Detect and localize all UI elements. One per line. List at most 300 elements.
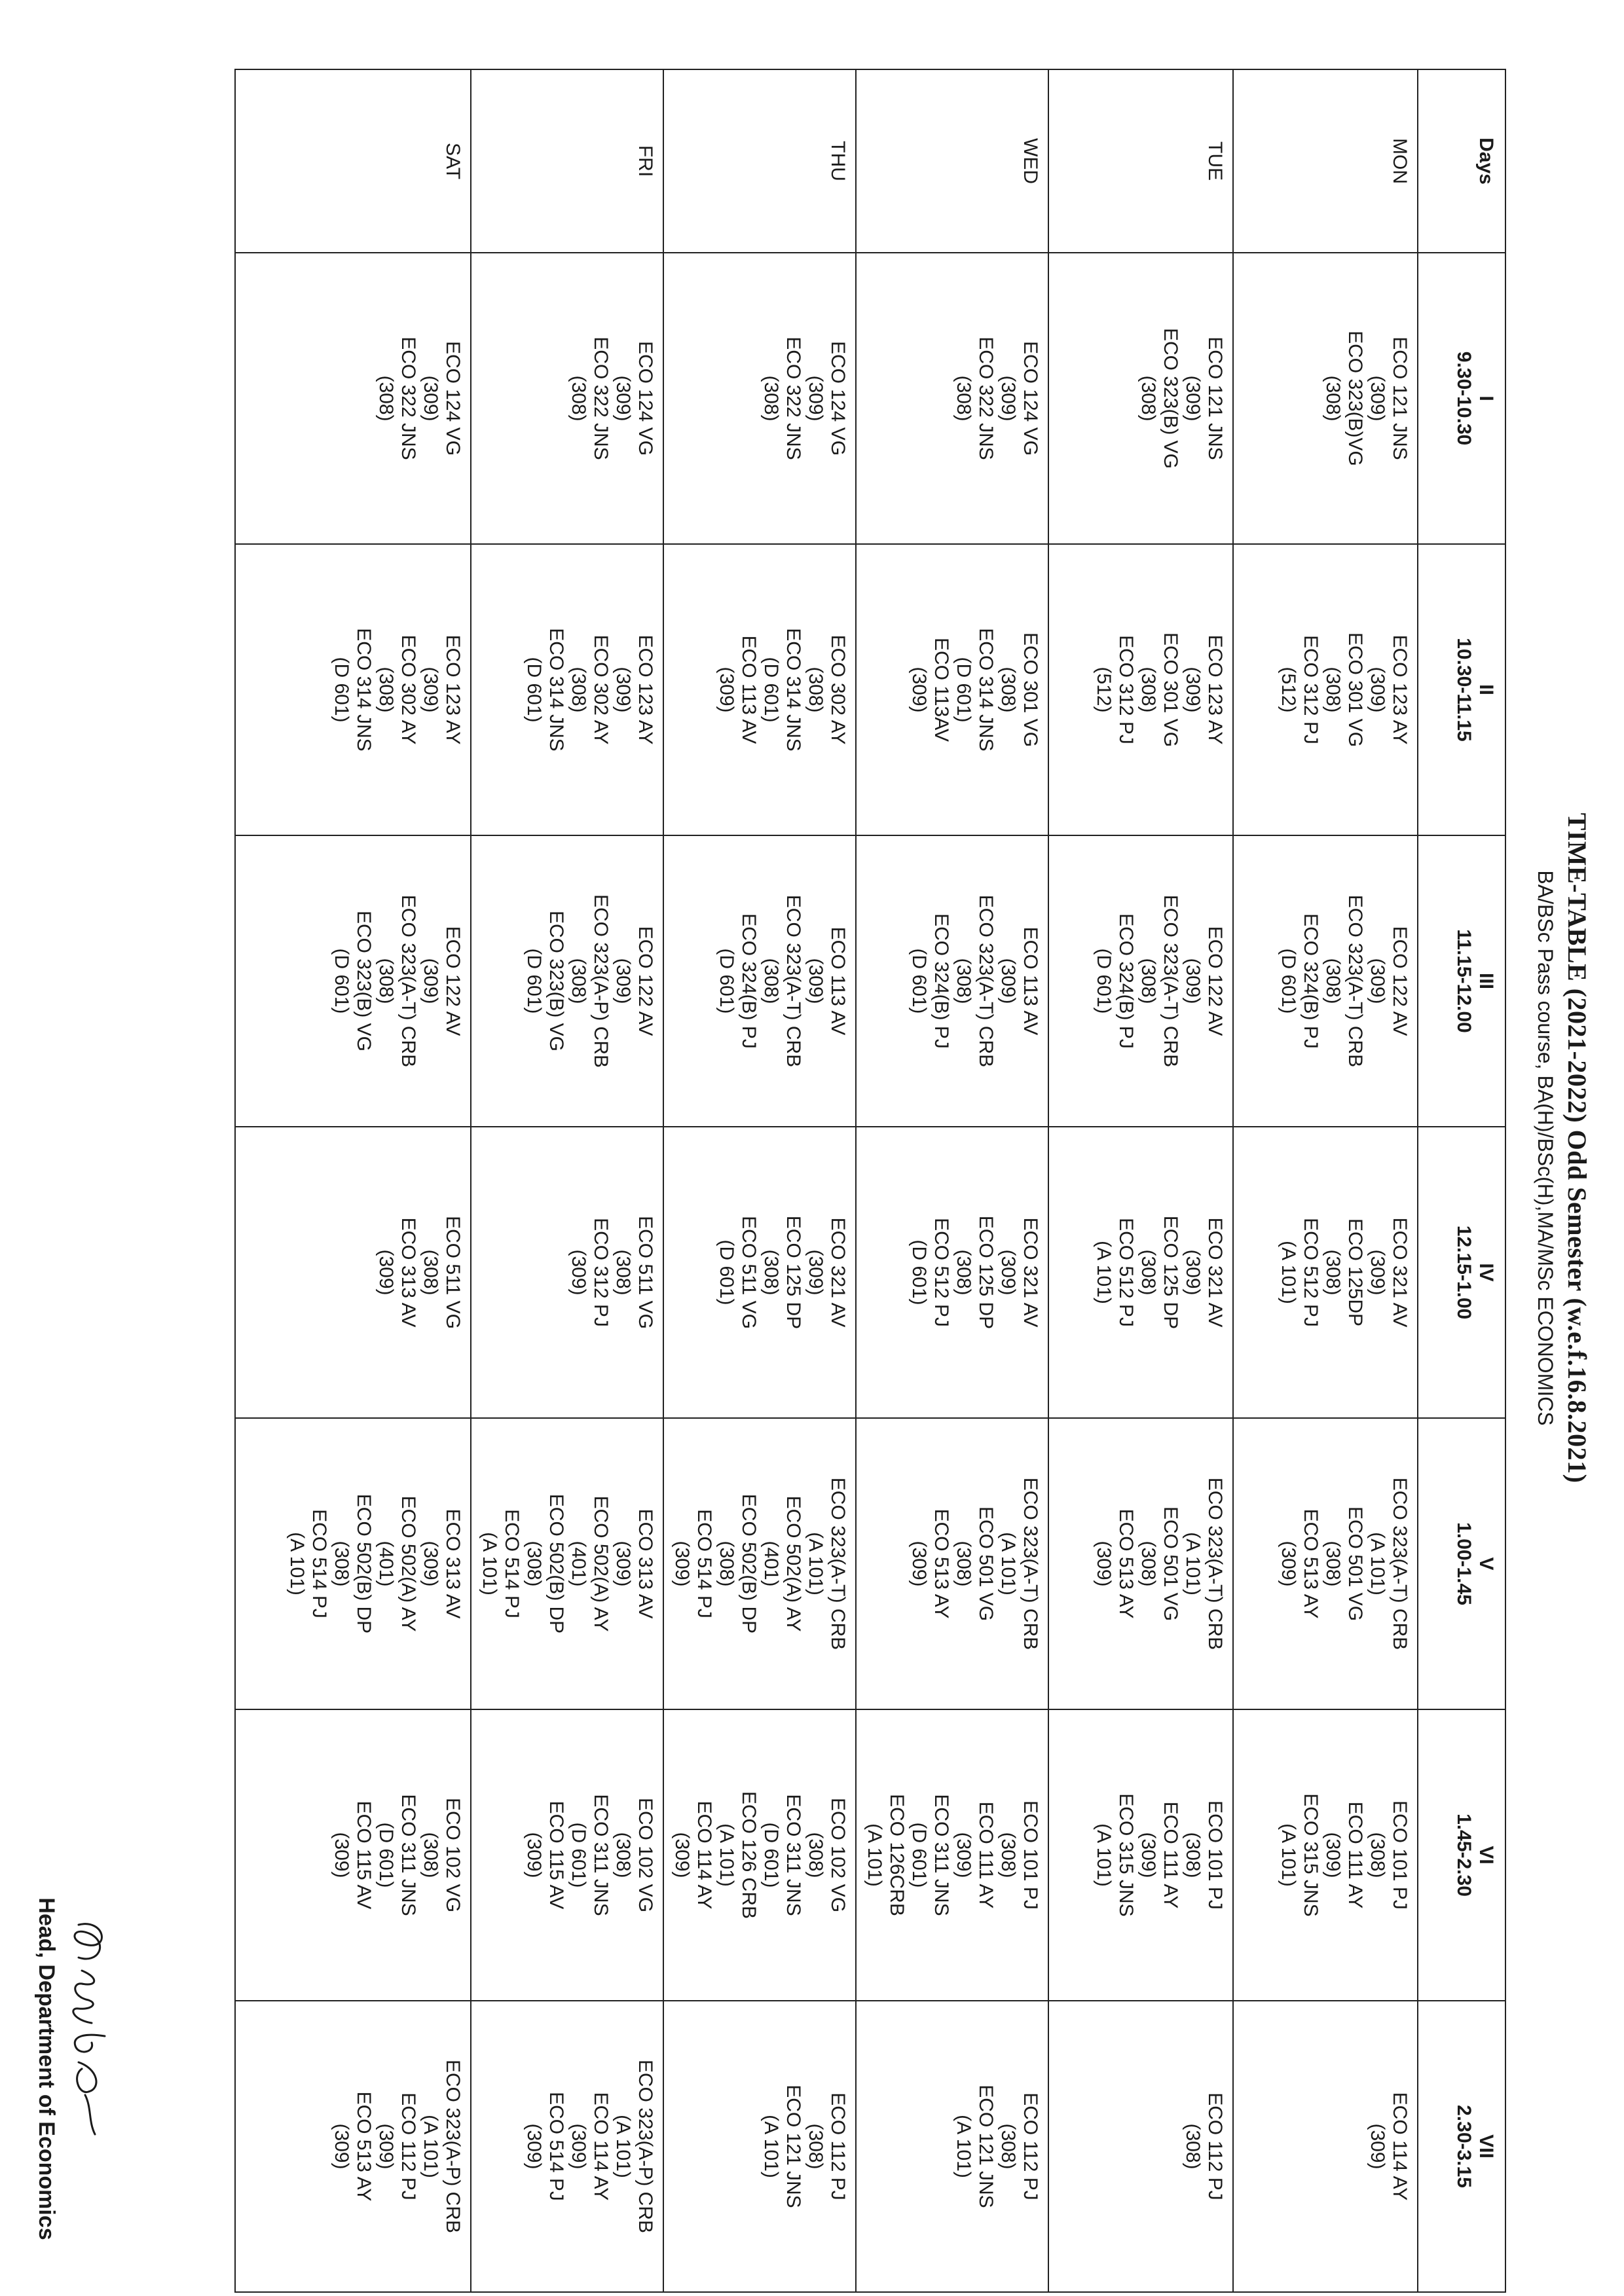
room-number: (308) <box>420 1832 441 1878</box>
period-cell <box>235 2001 471 2292</box>
room-number: (309) <box>805 1249 826 1296</box>
course-entry: ECO 121 JNS <box>1204 337 1226 460</box>
period-cell <box>663 835 856 1127</box>
page-subtitle: BA/BSc Pass course, BA(H)/BSc(H),MA/MSc ECONOMICS <box>1534 870 1557 1426</box>
period-cell <box>856 1418 1048 1709</box>
period-time: 10.30-11.15 <box>1453 638 1475 742</box>
course-entry: ECO 322 JNS <box>783 337 804 460</box>
room-number: (308) <box>1322 958 1344 1004</box>
room-number: (D 601) <box>953 657 974 723</box>
room-number: (308) <box>1367 1832 1388 1878</box>
course-entry: ECO 513 AY <box>931 1508 952 1619</box>
course-entry: ECO 314 JNS <box>545 628 567 752</box>
course-entry: ECO 122 AV <box>635 926 656 1036</box>
room-number: (309) <box>375 1249 397 1296</box>
room-number: (A 101) <box>286 1532 308 1595</box>
room-number: (308) <box>716 1540 737 1587</box>
room-number: (D 601) <box>908 1822 930 1888</box>
room-number: (308) <box>805 1832 826 1878</box>
days-header: Days <box>1418 69 1505 253</box>
period-time: 12.15-1.00 <box>1453 1225 1475 1320</box>
room-number: (512) <box>1278 666 1299 713</box>
room-number: (309) <box>568 2123 589 2170</box>
room-number: (512) <box>1093 666 1115 713</box>
period-cell <box>471 1418 663 1709</box>
course-entry: ECO 311 JNS <box>590 1794 612 1916</box>
course-entry: ECO 114 AY <box>1389 2092 1411 2201</box>
course-entry: ECO 115 AV <box>545 1800 567 1910</box>
course-entry: ECO 321 AV <box>1204 1217 1226 1328</box>
day-cell: MON <box>1233 69 1418 253</box>
period-label: II <box>1475 684 1497 695</box>
course-entry: ECO 323(A-T) CRB <box>1020 1477 1041 1650</box>
course-entry: ECO 513 AY <box>1300 1508 1321 1619</box>
period-cell <box>1048 2001 1233 2292</box>
course-entry: ECO 514 PJ <box>501 1509 523 1618</box>
course-entry: ECO 323(B) VG <box>353 910 375 1052</box>
period-time: 2.30-3.15 <box>1453 2105 1475 2188</box>
room-number: (A 101) <box>420 2115 441 2178</box>
period-cell <box>1233 1709 1418 2001</box>
period-header <box>1418 1709 1505 2001</box>
room-number: (308) <box>760 1249 782 1296</box>
course-entry: ECO 323(A-T) CRB <box>827 1477 849 1650</box>
period-cell <box>235 835 471 1127</box>
course-entry: ECO 511 VG <box>442 1216 464 1329</box>
period-time: 1.00-1.45 <box>1453 1522 1475 1605</box>
room-number: (309) <box>375 2123 397 2170</box>
room-number: (D 601) <box>908 948 930 1014</box>
room-number: (309) <box>568 1249 589 1296</box>
room-number: (309) <box>908 1540 930 1587</box>
room-number: (D 601) <box>716 1239 737 1305</box>
course-entry: ECO 112 PJ <box>397 2092 419 2200</box>
room-number: (309) <box>953 1832 974 1878</box>
course-entry: ECO 321 AV <box>1020 1217 1041 1328</box>
period-cell <box>1233 2001 1418 2292</box>
course-entry: ECO 122 AV <box>1204 926 1226 1036</box>
course-entry: ECO 502(B) DP <box>545 1493 567 1634</box>
course-entry: ECO 122 AV <box>442 926 464 1036</box>
room-number: (D 601) <box>760 1822 782 1888</box>
course-entry: ECO 323(B) VG <box>545 910 567 1052</box>
room-number: (A 101) <box>953 2115 974 2178</box>
room-number: (A 101) <box>1093 1823 1115 1887</box>
room-number: (309) <box>331 2123 352 2170</box>
course-entry: ECO 111 AY <box>1160 1801 1181 1909</box>
room-number: (D 601) <box>760 657 782 723</box>
room-number: (309) <box>612 666 634 713</box>
table-row <box>1048 69 1233 2292</box>
course-entry: ECO 113 AV <box>738 635 760 744</box>
course-entry: ECO 323(A-T) CRB <box>783 894 804 1068</box>
period-cell <box>856 544 1048 835</box>
room-number: (308) <box>568 666 589 713</box>
course-entry: ECO 111 AY <box>975 1801 997 1909</box>
period-label: IV <box>1475 1263 1497 1282</box>
room-number: (308) <box>953 375 974 422</box>
course-entry: ECO 323(A-P) CRB <box>442 2059 464 2234</box>
course-entry: ECO 512 PJ <box>931 1218 952 1327</box>
course-entry: ECO 322 JNS <box>975 337 997 460</box>
room-number: (308) <box>805 666 826 713</box>
course-entry: ECO 114 AY <box>693 1800 715 1910</box>
room-number: (309) <box>420 375 441 422</box>
room-number: (309) <box>997 958 1019 1004</box>
course-entry: ECO 512 PJ <box>1115 1218 1137 1327</box>
table-row <box>235 69 471 2292</box>
day-cell: THU <box>663 69 856 253</box>
room-number: (308) <box>612 1249 634 1296</box>
course-entry: ECO 323(A-P) CRB <box>635 2059 656 2234</box>
period-cell <box>663 1418 856 1709</box>
period-cell <box>1233 544 1418 835</box>
course-entry: ECO 101 PJ <box>1020 1800 1041 1910</box>
period-cell <box>1048 1418 1233 1709</box>
period-cell <box>856 1709 1048 2001</box>
table-row <box>856 69 1048 2292</box>
day-cell: SAT <box>235 69 471 253</box>
room-number: (308) <box>997 2123 1019 2170</box>
room-number: (A 101) <box>716 1823 737 1887</box>
course-entry: ECO 321 AV <box>1389 1217 1411 1328</box>
period-cell <box>1048 1709 1233 2001</box>
course-entry: ECO 113AV <box>931 638 952 742</box>
period-header <box>1418 2001 1505 2292</box>
course-entry: ECO 102 VG <box>442 1797 464 1913</box>
period-cell <box>1048 1127 1233 1418</box>
period-cell <box>663 2001 856 2292</box>
room-number: (308) <box>953 958 974 1004</box>
room-number: (309) <box>997 1249 1019 1296</box>
room-number: (308) <box>523 1540 545 1587</box>
room-number: (A 101) <box>1278 1823 1299 1887</box>
course-entry: ECO 126 CRB <box>738 1791 760 1920</box>
course-entry: ECO 501 VG <box>1344 1506 1366 1622</box>
room-number: (308) <box>1137 1249 1159 1296</box>
course-entry: ECO 312 PJ <box>590 1218 612 1327</box>
room-number: (308) <box>375 666 397 713</box>
room-number: (309) <box>1182 666 1204 713</box>
course-entry: ECO 121 JNS <box>1389 337 1411 460</box>
period-cell <box>235 253 471 544</box>
course-entry: ECO 314 JNS <box>783 628 804 752</box>
room-number: (308) <box>1322 1249 1344 1296</box>
room-number: (308) <box>1322 1540 1344 1587</box>
course-entry: ECO 501 VG <box>975 1506 997 1622</box>
room-number: (309) <box>1182 1249 1204 1296</box>
room-number: (A 101) <box>997 1532 1019 1595</box>
course-entry: ECO 313 AV <box>442 1508 464 1619</box>
period-label: VI <box>1475 1846 1497 1865</box>
course-entry: ECO 113 AV <box>827 926 849 1036</box>
room-number: (309) <box>805 375 826 422</box>
course-entry: ECO 311 JNS <box>783 1794 804 1916</box>
period-cell <box>663 253 856 544</box>
course-entry: ECO 513 AY <box>353 2091 375 2202</box>
course-entry: ECO 315 JNS <box>1300 1793 1321 1917</box>
room-number: (D 601) <box>568 1822 589 1888</box>
course-entry: ECO 112 PJ <box>1020 2092 1041 2200</box>
course-entry: ECO 123 AY <box>1204 634 1226 745</box>
period-cell <box>235 1418 471 1709</box>
period-cell <box>856 2001 1048 2292</box>
room-number: (308) <box>1137 958 1159 1004</box>
course-entry: ECO 511 VG <box>635 1216 656 1329</box>
course-entry: ECO 322 JNS <box>397 337 419 460</box>
course-entry: ECO 121 JNS <box>783 2085 804 2208</box>
course-entry: ECO 126CRB <box>886 1794 908 1916</box>
period-header <box>1418 835 1505 1127</box>
room-number: (308) <box>420 1249 441 1296</box>
period-time: 9.30-10.30 <box>1453 351 1475 446</box>
room-number: (401) <box>375 1540 397 1587</box>
course-entry: ECO 102 VG <box>827 1797 849 1913</box>
course-entry: ECO 323(A-P) CRB <box>590 894 612 1068</box>
room-number: (D 601) <box>331 657 352 723</box>
room-number: (309) <box>420 958 441 1004</box>
course-entry: ECO 125 DP <box>783 1215 804 1330</box>
room-number: (308) <box>997 1832 1019 1878</box>
course-entry: ECO 112 PJ <box>827 2092 849 2200</box>
period-cell <box>1048 544 1233 835</box>
period-label: I <box>1475 395 1497 401</box>
course-entry: ECO 123 AY <box>1389 634 1411 745</box>
period-cell <box>1233 253 1418 544</box>
course-entry: ECO 511 VG <box>738 1216 760 1329</box>
room-number: (309) <box>908 666 930 713</box>
course-entry: ECO 514 PJ <box>545 2092 567 2201</box>
room-number: (A 101) <box>1093 1241 1115 1304</box>
course-entry: ECO 502(B) DP <box>353 1493 375 1634</box>
room-number: (309) <box>1367 375 1388 422</box>
course-entry: ECO 502(A) AY <box>397 1495 419 1632</box>
table-row <box>471 69 663 2292</box>
room-number: (309) <box>420 666 441 713</box>
room-number: (309) <box>997 375 1019 422</box>
course-entry: ECO 512 PJ <box>1300 1218 1321 1327</box>
period-cell <box>471 2001 663 2292</box>
period-cell <box>1233 1418 1418 1709</box>
room-number: (A 101) <box>805 1532 826 1595</box>
course-entry: ECO 323(B)VG <box>1344 331 1366 466</box>
course-entry: ECO 323(A-T) CRB <box>1389 1477 1411 1650</box>
room-number: (D 601) <box>523 948 545 1014</box>
room-number: (309) <box>671 1540 693 1587</box>
signature-caption: Head, Department of Economics <box>34 1897 59 2240</box>
room-number: (309) <box>612 1540 634 1587</box>
course-entry: ECO 301 VG <box>1020 632 1041 748</box>
course-entry: ECO 502(B) DP <box>738 1493 760 1634</box>
course-entry: ECO 115 AV <box>353 1800 375 1910</box>
day-cell: WED <box>856 69 1048 253</box>
room-number: (308) <box>805 2123 826 2170</box>
course-entry: ECO 125 DP <box>975 1215 997 1330</box>
period-header <box>1418 1418 1505 1709</box>
room-number: (401) <box>760 1540 782 1587</box>
handwritten-signature <box>59 1912 118 2147</box>
period-cell <box>663 1709 856 2001</box>
course-entry: ECO 324(B) PJ <box>1300 913 1321 1049</box>
room-number: (D 601) <box>1278 948 1299 1014</box>
course-entry: ECO 324(B) PJ <box>1115 913 1137 1049</box>
course-entry: ECO 323(B) VG <box>1160 327 1181 469</box>
header-row <box>1418 69 1505 2292</box>
room-number: (A 101) <box>1182 1532 1204 1595</box>
room-number: (309) <box>1182 375 1204 422</box>
room-number: (309) <box>523 1832 545 1878</box>
room-number: (308) <box>375 958 397 1004</box>
room-number: (308) <box>997 666 1019 713</box>
room-number: (309) <box>612 375 634 422</box>
period-time: 11.15-12.00 <box>1453 929 1475 1033</box>
period-cell <box>471 835 663 1127</box>
room-number: (308) <box>568 375 589 422</box>
room-number: (309) <box>1093 1540 1115 1587</box>
room-number: (309) <box>1182 958 1204 1004</box>
course-entry: ECO 113 AV <box>1020 926 1041 1036</box>
timetable-grid <box>234 69 1506 2293</box>
room-number: (308) <box>1137 1540 1159 1587</box>
course-entry: ECO 314 JNS <box>353 628 375 752</box>
course-entry: ECO 323(A-T) CRB <box>397 894 419 1068</box>
course-entry: ECO 501 VG <box>1160 1506 1181 1622</box>
course-entry: ECO 125DP <box>1344 1218 1366 1327</box>
page-title: TIME-TABLE (2021-2022) Odd Semester (w.e.f.16.8.2021) <box>1562 812 1592 1484</box>
course-entry: ECO 313 AV <box>397 1217 419 1328</box>
course-entry: ECO 124 VG <box>442 340 464 456</box>
course-entry: ECO 321 AV <box>827 1217 849 1328</box>
course-entry: ECO 311 JNS <box>397 1794 419 1916</box>
course-entry: ECO 101 PJ <box>1204 1800 1226 1910</box>
room-number: (309) <box>1367 958 1388 1004</box>
table-row <box>1233 69 1418 2292</box>
room-number: (308) <box>1182 1832 1204 1878</box>
course-entry: ECO 301 VG <box>1344 632 1366 748</box>
room-number: (309) <box>1367 666 1388 713</box>
table-row <box>663 69 856 2292</box>
course-entry: ECO 114 AY <box>590 2092 612 2201</box>
room-number: (308) <box>1182 2123 1204 2170</box>
period-cell <box>471 1709 663 2001</box>
room-number: (D 601) <box>908 1239 930 1305</box>
day-cell: FRI <box>471 69 663 253</box>
period-cell <box>471 1127 663 1418</box>
room-number: (308) <box>760 958 782 1004</box>
period-cell <box>1233 835 1418 1127</box>
room-number: (D 601) <box>716 948 737 1014</box>
room-number: (308) <box>953 1540 974 1587</box>
room-number: (D 601) <box>375 1822 397 1888</box>
course-entry: ECO 324(B) PJ <box>738 913 760 1049</box>
period-cell <box>1048 835 1233 1127</box>
room-number: (309) <box>671 1832 693 1878</box>
room-number: (308) <box>1137 375 1159 422</box>
course-entry: ECO 124 VG <box>827 340 849 456</box>
period-cell <box>471 544 663 835</box>
room-number: (309) <box>716 666 737 713</box>
course-entry: ECO 312 PJ <box>1300 635 1321 744</box>
course-entry: ECO 124 VG <box>635 340 656 456</box>
period-label: VII <box>1475 2134 1497 2159</box>
room-number: (309) <box>1137 1832 1159 1878</box>
period-label: V <box>1475 1557 1497 1571</box>
period-cell <box>471 253 663 544</box>
course-entry: ECO 101 PJ <box>1389 1800 1411 1910</box>
course-entry: ECO 513 AY <box>1115 1508 1137 1619</box>
period-time: 1.45-2.30 <box>1453 1813 1475 1897</box>
course-entry: ECO 302 AY <box>590 634 612 745</box>
period-cell <box>1233 1127 1418 1418</box>
period-header <box>1418 544 1505 835</box>
room-number: (309) <box>1322 1832 1344 1878</box>
course-entry: ECO 313 AV <box>635 1508 656 1619</box>
room-number: (308) <box>953 1249 974 1296</box>
room-number: (308) <box>1137 666 1159 713</box>
room-number: (A 101) <box>864 1823 885 1887</box>
course-entry: ECO 311 JNS <box>931 1794 952 1916</box>
course-entry: ECO 111 AY <box>1344 1801 1366 1909</box>
room-number: (309) <box>1278 1540 1299 1587</box>
room-number: (309) <box>1367 1249 1388 1296</box>
room-number: (A 101) <box>479 1532 500 1595</box>
room-number: (309) <box>523 2123 545 2170</box>
course-entry: ECO 314 JNS <box>975 628 997 752</box>
room-number: (A 101) <box>1367 1532 1388 1595</box>
room-number: (309) <box>420 1540 441 1587</box>
course-entry: ECO 324(B) PJ <box>931 913 952 1049</box>
course-entry: ECO 322 JNS <box>590 337 612 460</box>
period-header <box>1418 253 1505 544</box>
day-cell: TUE <box>1048 69 1233 253</box>
course-entry: ECO 102 VG <box>635 1797 656 1913</box>
period-cell <box>856 1127 1048 1418</box>
period-label: III <box>1475 972 1497 989</box>
course-entry: ECO 323(A-T) CRB <box>1204 1477 1226 1650</box>
course-entry: ECO 502(A) AY <box>783 1495 804 1632</box>
room-number: (308) <box>612 1832 634 1878</box>
signature-stroke <box>73 1924 105 2134</box>
course-entry: ECO 124 VG <box>1020 340 1041 456</box>
period-header <box>1418 1127 1505 1418</box>
course-entry: ECO 123 AY <box>442 634 464 745</box>
timetable-body <box>235 69 1418 2292</box>
room-number: (308) <box>1322 375 1344 422</box>
room-number: (401) <box>568 1540 589 1587</box>
room-number: (308) <box>1322 666 1344 713</box>
course-entry: ECO 123 AY <box>635 634 656 745</box>
period-cell <box>663 1127 856 1418</box>
course-entry: ECO 302 AY <box>397 634 419 745</box>
course-entry: ECO 302 AY <box>827 634 849 745</box>
period-cell <box>663 544 856 835</box>
course-entry: ECO 323(A-T) CRB <box>1160 894 1181 1068</box>
course-entry: ECO 323(A-T) CRB <box>1344 894 1366 1068</box>
period-cell <box>856 253 1048 544</box>
room-number: (309) <box>1367 2123 1388 2170</box>
course-entry: ECO 121 JNS <box>975 2085 997 2208</box>
period-cell <box>235 1127 471 1418</box>
course-entry: ECO 323(A-T) CRB <box>975 894 997 1068</box>
period-cell <box>235 1709 471 2001</box>
period-cell <box>1048 253 1233 544</box>
room-number: (309) <box>805 958 826 1004</box>
course-entry: ECO 125 DP <box>1160 1215 1181 1330</box>
room-number: (308) <box>375 375 397 422</box>
room-number: (A 101) <box>760 2115 782 2178</box>
period-cell <box>235 544 471 835</box>
course-entry: ECO 312 PJ <box>1115 635 1137 744</box>
